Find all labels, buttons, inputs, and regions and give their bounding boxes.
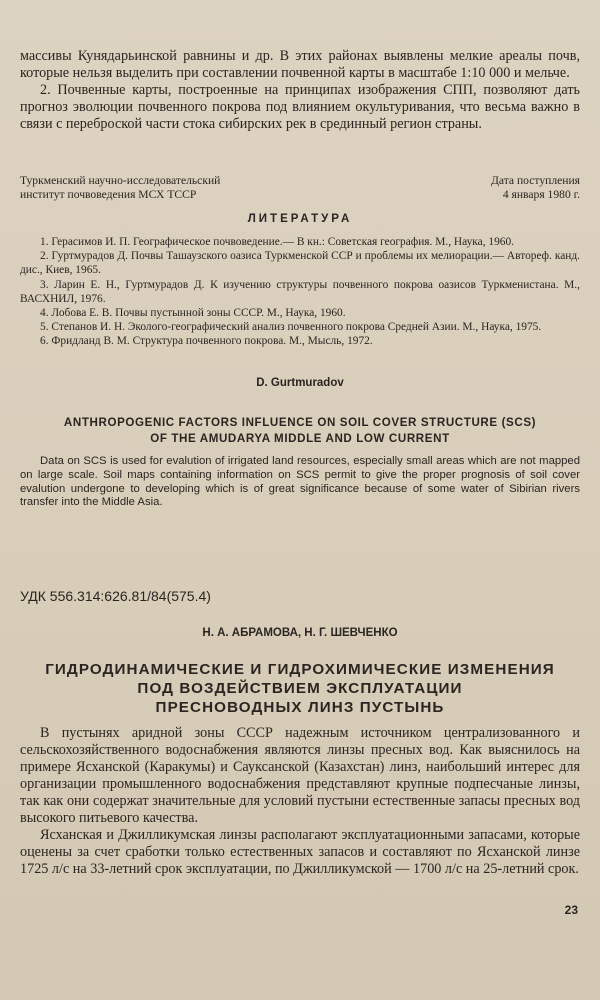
- institute-name-2: институт почвоведения МСХ ТССР: [20, 188, 197, 201]
- references-heading: ЛИТЕРАТУРА: [247, 213, 353, 225]
- continued-text: [20, 48, 580, 133]
- institute-name: Туркменский научно-исследовательский: [20, 174, 221, 187]
- reference-item: 5. Степанов И. Н. Эколого-географический анализ почвенного покрова Средней Азии. М., Наука, 1975.: [40, 321, 542, 334]
- article-title: [20, 660, 580, 717]
- reference-item: 3. Ларин Е. Н., Гуртмурадов Д. К изучению структуры почвенного покрова оазисов Туркменистана. М., ВАСХНИЛ, 1976.: [20, 278, 580, 305]
- udk-code: УДК 556.314:626.81/84(575.4): [20, 588, 211, 604]
- article-paragraph: Ясханская и Джилликумская линзы располагают эксплуатационными запасами, которые оценены за счет сработки только естественных запасов и составляют по Ясханской линзе 1725 л/с на 33-летний срок эксплуатации, по Джилликумской — 1700 л/с на 25-летний срок.: [20, 827, 580, 877]
- received-label: Дата поступления: [490, 174, 580, 187]
- summary-title-line: ANTHROPOGENIC FACTORS INFLUENCE ON SOIL COVER STRUCTURE (SCS): [63, 416, 537, 429]
- reference-item: 4. Лобова Е. В. Почвы пустынной зоны СССР. М., Наука, 1960.: [40, 307, 346, 320]
- article-body: [20, 725, 580, 878]
- paragraph-conclusion-2: 2. Почвенные карты, построенные на принципах изображения СПП, позволяют дать прогноз эволюции почвенного покрова под влиянием окультуривания, что весьма важно в связи с переброской части стока сибирских рек в срединный регион страны.: [20, 82, 580, 132]
- references-list: [20, 235, 580, 349]
- article-title-line: ПРЕСНОВОДНЫХ ЛИНЗ ПУСТЫНЬ: [155, 699, 445, 716]
- article-title-line: ГИДРОДИНАМИЧЕСКИЕ И ГИДРОХИМИЧЕСКИЕ ИЗМЕНЕНИЯ: [45, 661, 555, 678]
- reference-item: 1. Герасимов И. П. Географическое почвоведение.— В кн.: Советская география. М., Наука, 1960.: [40, 236, 515, 248]
- received-date: 4 января 1980 г.: [502, 188, 580, 201]
- summary-author: D. Gurtmuradov: [256, 377, 344, 389]
- article-authors: Н. А. АБРАМОВА, Н. Г. ШЕВЧЕНКО: [202, 627, 398, 639]
- page-number: 23: [564, 903, 578, 917]
- summary-title: [20, 415, 580, 447]
- article-title-line: ПОД ВОЗДЕЙСТВИЕМ ЭКСПЛУАТАЦИИ: [137, 680, 463, 697]
- reference-item: 2. Гуртмурадов Д. Почвы Ташаузского оазиса Туркменской ССР и проблемы их мелиорации.— Автореф. канд. дис., Киев, 1965.: [20, 250, 580, 277]
- paragraph: массивы Кунядарьинской равнины и др. В этих районах выявлены мелкие ареалы почв, которые нельзя выделить при составлении почвенной карты в масштабе 1:10 000 и мельче.: [20, 48, 580, 81]
- affiliation-block: [20, 174, 580, 202]
- summary-abstract: Data on SCS is used for evalution of irrigated land resources, especially small areas which are not mapped on large scale. Soil maps containing information on SCS permit to give the proper prognosis of soil cover evalution undergone to developing which is of great significance because of some water of Sibirian rivers transfer into the Middle Asia.: [20, 455, 580, 509]
- reference-item: 6. Фридланд В. М. Структура почвенного покрова. М., Мысль, 1972.: [40, 335, 373, 348]
- summary-title-line: OF THE AMUDARYA MIDDLE AND LOW CURRENT: [150, 432, 450, 445]
- article-paragraph: В пустынях аридной зоны СССР надежным источником централизованного и сельскохозяйственного водоснабжения являются линзы пресных вод. Как выяснилось на примере Ясханской (Каракумы) и Сауксанской (Казахстан) линз, наибольший интерес для организации промышленного водоснабжения представляют крупные подпесчаные линзы, так как они содержат значительные для условий пустыни естественные запасы пресных вод высокого питьевого качества.: [20, 725, 580, 826]
